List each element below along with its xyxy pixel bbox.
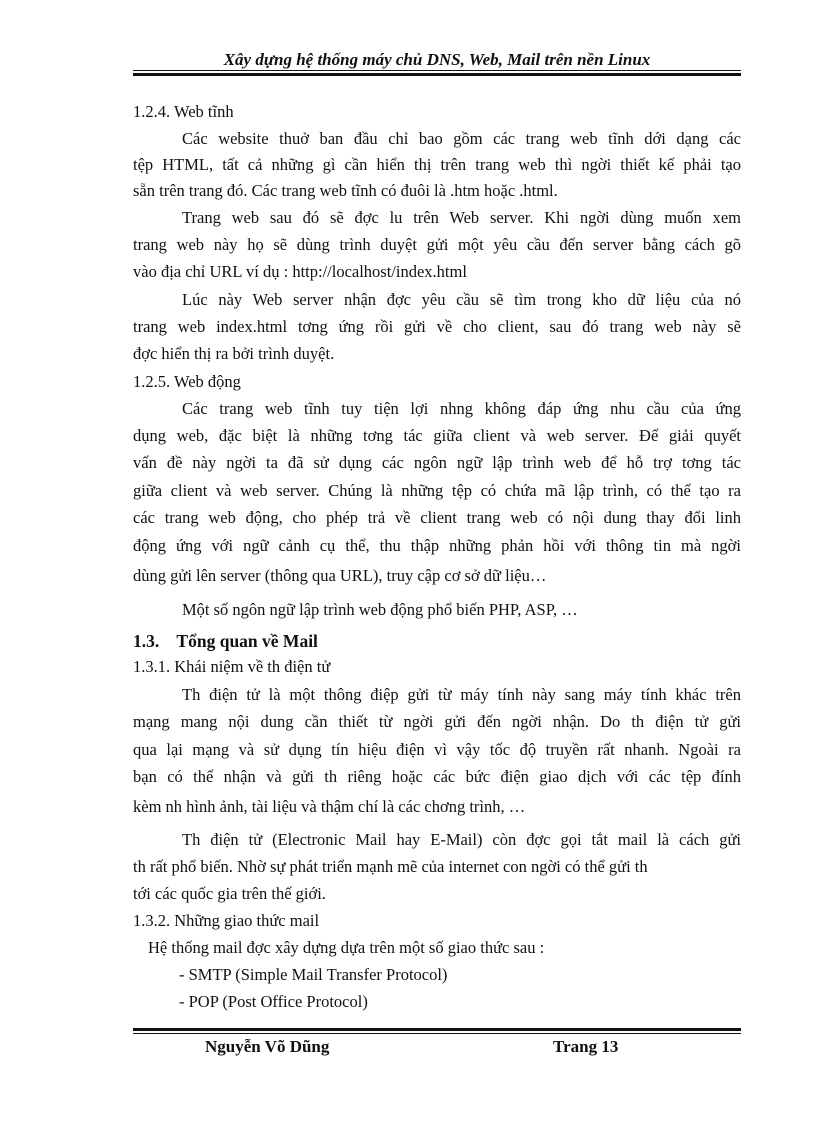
paragraph-line: Các trang web tĩnh tuy tiện lợi nhng không đáp ứng nhu cầu của ứng (182, 399, 741, 418)
footer-page-number: Trang 13 (553, 1037, 619, 1056)
paragraph-line: dùng gửi lên server (thông qua URL), truy cập cơ sở dữ liệu… (133, 566, 547, 585)
paragraph-line: qua lại mạng và sử dụng tín hiệu điện vì vậy tốc độ truyền rất nhanh. Ngoài ra (133, 740, 741, 759)
paragraph-line: th rất phổ biến. Nhờ sự phát triển mạnh mẽ của internet con ngời có thể gửi th (133, 857, 648, 876)
paragraph-line: vào địa chỉ URL ví dụ : http://localhost/index.html (133, 262, 467, 281)
paragraph-line: giữa client và web server. Chúng là những tệp có chứa mã lập trình, có thể tạo ra (133, 481, 741, 500)
footer-rule-thick (133, 1028, 741, 1031)
header-title: Xây dựng hệ thống máy chủ DNS, Web, Mail trên nền Linux (223, 50, 651, 69)
paragraph-line: Trang web sau đó sẽ đợc lu trên Web server. Khi ngời dùng muốn xem (182, 208, 741, 227)
paragraph-line: trang web này họ sẽ dùng trình duyệt gửi một yêu cầu đến server bằng cách gõ (133, 235, 741, 254)
paragraph-line: các trang web động, cho phép trả về client trang web có nội dung thay đổi linh (133, 508, 741, 527)
paragraph-line: trang web index.html tơng ứng rồi gửi về cho client, sau đó trang web này sẽ (133, 317, 741, 336)
paragraph-line: Th điện tử (Electronic Mail hay E-Mail) còn đợc gọi tắt mail là cách gửi (182, 830, 741, 849)
header-rule-thick (133, 73, 741, 76)
paragraph-line: tệp HTML, tất cả những gì cần hiển thị trên trang web thì ngời thiết kế phải tạo (133, 155, 741, 174)
paragraph-line: Các website thuở ban đầu chỉ bao gồm các trang web tĩnh dới dạng các (182, 129, 741, 148)
paragraph-line: dụng web, đặc biệt là những tơng tác giữa client và web server. Để giải quyết (133, 426, 741, 445)
section-heading-mail: 1.3. Tổng quan về Mail (133, 631, 318, 651)
paragraph-line: đợc hiển thị ra bởi trình duyệt. (133, 344, 335, 363)
heading-web-dong: 1.2.5. Web động (133, 372, 241, 391)
heading-khai-niem: 1.3.1. Khái niệm về th điện tử (133, 657, 331, 676)
paragraph-line: kèm nh hình ảnh, tài liệu và thậm chí là các chơng trình, … (133, 797, 526, 816)
paragraph-line: Một số ngôn ngữ lập trình web động phổ biến PHP, ASP, … (182, 600, 578, 619)
list-item-smtp: - SMTP (Simple Mail Transfer Protocol) (179, 965, 448, 984)
paragraph-line: Hệ thống mail đợc xây dựng dựa trên một số giao thức sau : (148, 938, 545, 957)
heading-giao-thuc: 1.3.2. Những giao thức mail (133, 911, 320, 930)
list-item-pop: - POP (Post Office Protocol) (179, 992, 368, 1011)
heading-web-tinh: 1.2.4. Web tĩnh (133, 102, 234, 121)
paragraph-line: sẵn trên trang đó. Các trang web tĩnh có đuôi là .htm hoặc .html. (133, 181, 558, 200)
footer-author: Nguyễn Võ Dũng (205, 1037, 330, 1056)
header-rule-thin (133, 70, 741, 71)
paragraph-line: động ứng với ngữ cảnh cụ thể, thu thập những phản hồi với thông tin mà ngời (133, 536, 741, 555)
paragraph-line: Lúc này Web server nhận đợc yêu cầu sẽ tìm trong kho dữ liệu của nó (182, 290, 741, 309)
paragraph-line: mạng mang nội dung cần thiết từ ngời gửi đến ngời nhận. Do th điện tử gửi (133, 712, 741, 731)
paragraph-line: Th điện tử là một thông điệp gửi từ máy tính này sang máy tính khác trên (182, 685, 741, 704)
footer-rule-thin (133, 1033, 741, 1034)
paragraph-line: vấn đề này ngời ta đã sử dụng các ngôn ngữ lập trình web để hỗ trợ tơng tác (133, 453, 741, 472)
paragraph-line: tới các quốc gia trên thế giới. (133, 884, 326, 903)
paragraph-line: bạn có thể nhận và gửi th riêng hoặc các bức điện giao dịch với các tệp đính (133, 767, 741, 786)
